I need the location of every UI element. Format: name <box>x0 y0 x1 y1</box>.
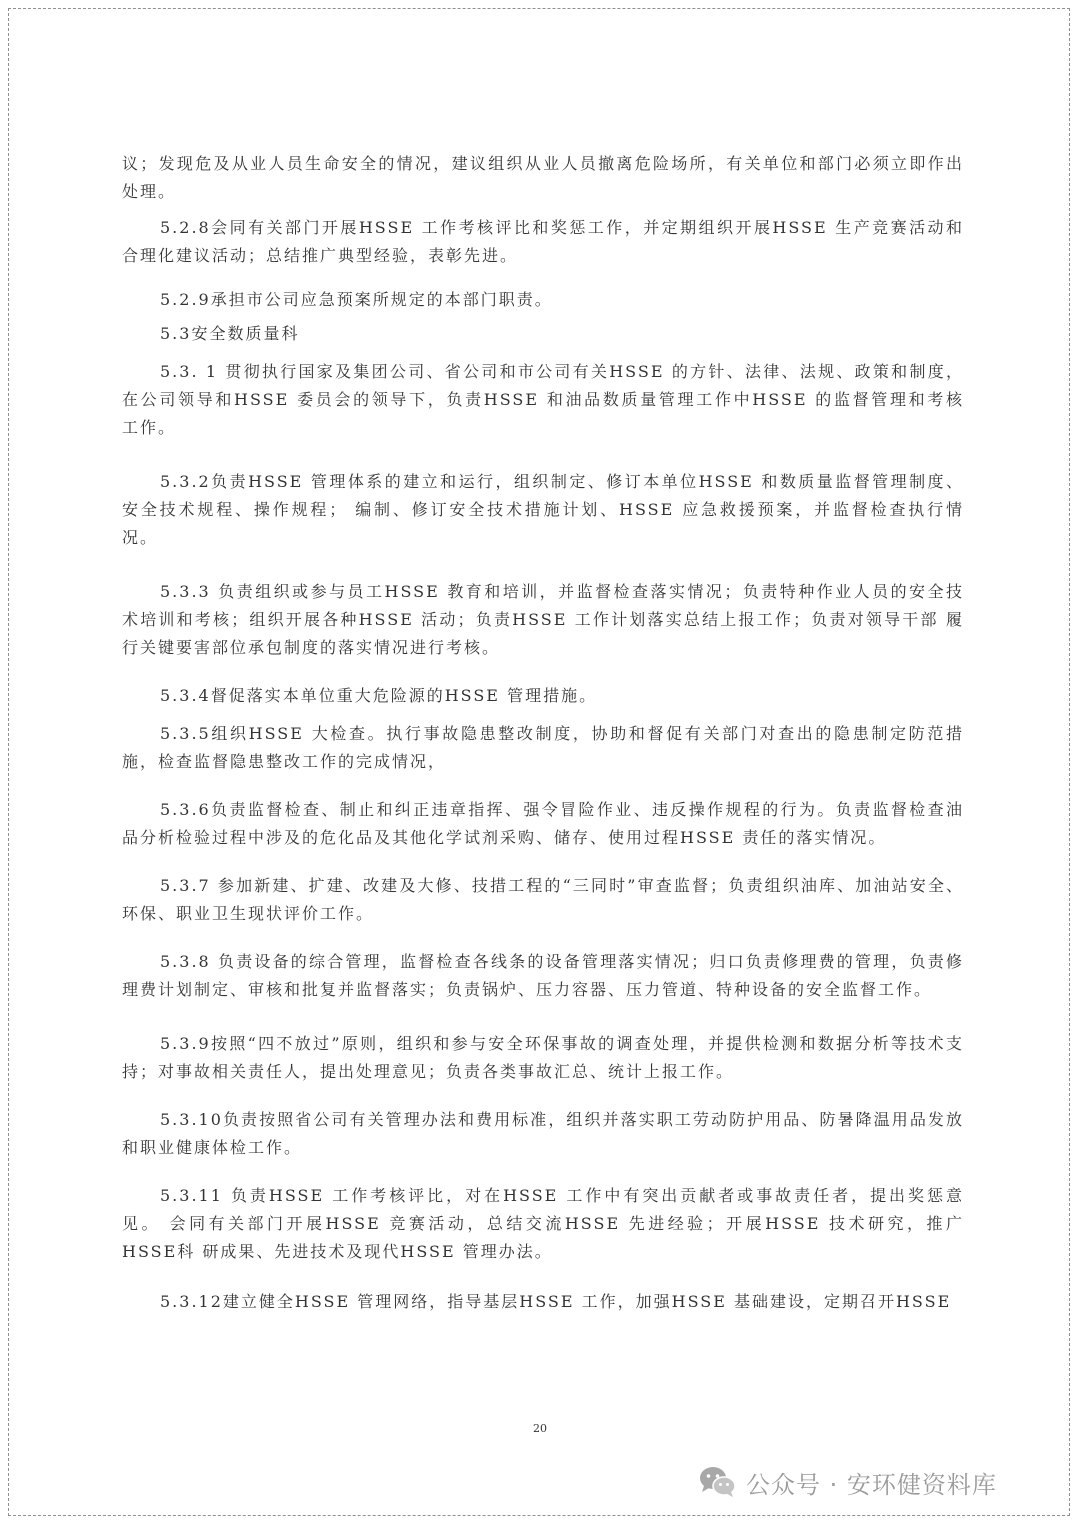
paragraph: 5.3.7 参加新建、扩建、改建及大修、技措工程的“三同时”审查监督；负责组织油库、加油站安全、环保、职业卫生现状评价工作。 <box>122 876 964 923</box>
paragraph: 5.3.9按照“四不放过”原则，组织和参与安全环保事故的调查处理，并提供检测和数据分析等技术支持；对事故相关责任人，提出处理意见；负责各类事故汇总、统计上报工作。 <box>122 1034 964 1081</box>
paragraph: 5.3.8 负责设备的综合管理，监督检查各线条的设备管理落实情况；归口负责修理费的管理，负责修理费计划制定、审核和批复并监督落实；负责锅炉、压力容器、压力管道、特种设备的安全监督工作。 <box>122 952 964 999</box>
watermark <box>698 1462 997 1502</box>
paragraph: 5.3.6负责监督检查、制止和纠正违章指挥、强令冒险作业、违反操作规程的行为。负责监督检查油品分析检验过程中涉及的危化品及其他化学试剂采购、储存、使用过程HSSE 责任的落实情况。 <box>122 800 964 847</box>
paragraph: 5.3.11 负责HSSE 工作考核评比，对在HSSE 工作中有突出贡献者或事故责任者，提出奖惩意见。 会同有关部门开展HSSE 竞赛活动，总结交流HSSE 先进经验；开展HSSE 技术研究，推广HSSE科 研成果、先进技术及现代HSSE 管理办法。 <box>122 1186 964 1261</box>
paragraph: 5.3.10负责按照省公司有关管理办法和费用标准，组织并落实职工劳动防护用品、防暑降温用品发放和职业健康体检工作。 <box>122 1110 964 1157</box>
paragraph: 5.3.5组织HSSE 大检查。执行事故隐患整改制度，协助和督促有关部门对查出的隐患制定防范措施，检查监督隐患整改工作的完成情况， <box>122 724 964 771</box>
paragraph: 5.2.8会同有关部门开展HSSE 工作考核评比和奖惩工作，并定期组织开展HSSE 生产竞赛活动和合理化建议活动；总结推广典型经验，表彰先进。 <box>122 218 964 265</box>
paragraph: 5.3.2负责HSSE 管理体系的建立和运行，组织制定、修订本单位HSSE 和数质量监督管理制度、安全技术规程、操作规程； 编制、修订安全技术措施计划、HSSE 应急救援预案，并监督检查执行情况。 <box>122 472 964 547</box>
paragraph: 5.2.9承担市公司应急预案所规定的本部门职责。 <box>160 290 553 309</box>
paragraph: 5.3.4督促落实本单位重大危险源的HSSE 管理措施。 <box>160 686 598 705</box>
wechat-icon <box>698 1464 738 1500</box>
paragraph: 5.3.12建立健全HSSE 管理网络，指导基层HSSE 工作，加强HSSE 基础建设，定期召开HSSE <box>160 1292 952 1311</box>
paragraph: 议；发现危及从业人员生命安全的情况，建议组织从业人员撤离危险场所，有关单位和部门必须立即作出处理。 <box>122 154 964 201</box>
page-number: 20 <box>533 1422 547 1435</box>
body-text <box>122 150 964 1316</box>
paragraph: 5.3.3 负责组织或参与员工HSSE 教育和培训，并监督检查落实情况；负责特种作业人员的安全技 术培训和考核；组织开展各种HSSE 活动；负责HSSE 工作计划落实总结上报工作；负责对领导干部 履行关键要害部位承包制度的落实情况进行考核。 <box>122 582 964 657</box>
paragraph: 5.3. 1 贯彻执行国家及集团公司、省公司和市公司有关HSSE 的方针、法律、法规、政策和制度， 在公司领导和HSSE 委员会的领导下，负责HSSE 和油品数质量管理工作中HSSE 的监督管理和考核 工作。 <box>122 362 964 437</box>
paragraph: 5.3安全数质量科 <box>160 324 300 343</box>
watermark-text: 公众号 · 安环健资料库 <box>746 1470 997 1499</box>
